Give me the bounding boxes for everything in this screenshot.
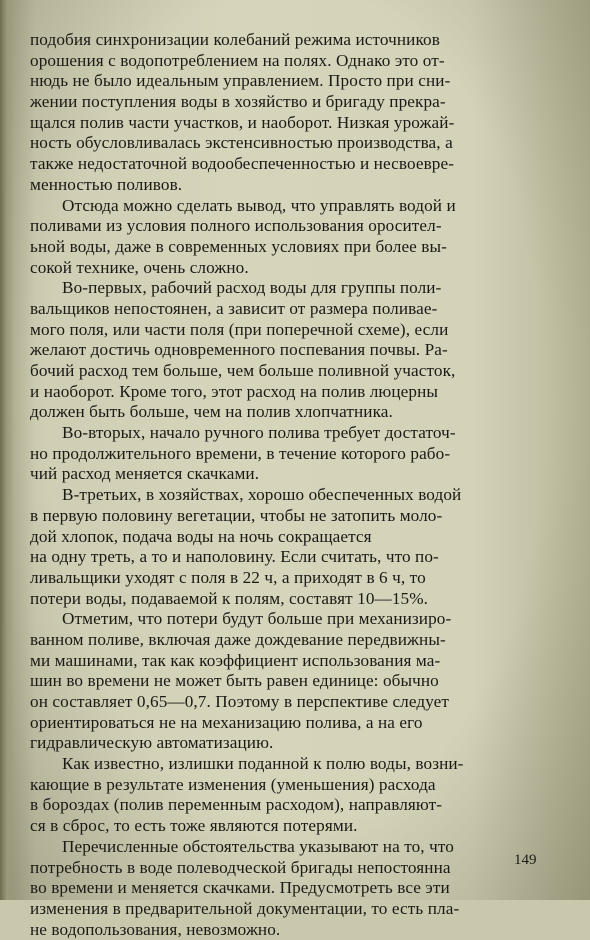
text-line: орошения с водопотреблением на полях. Однако это от-	[30, 50, 445, 70]
text-line: также недостаточной водообеспеченностью и несвоевре-	[30, 154, 455, 174]
text-line: на одну треть, а то и наполовину. Если считать, что по-	[30, 547, 439, 567]
text-line: Отметим, что потери будут больше при механизиро-	[62, 609, 452, 629]
text-line: вальщиков непостоянен, а зависит от размера поливае-	[30, 298, 438, 318]
text-line: чий расход меняется скачками.	[30, 464, 260, 484]
text-line: шин во времени не может быть равен единице: обычно	[30, 671, 439, 691]
text-line: Как известно, излишки поданной к полю воды, возни-	[62, 754, 464, 774]
text-line: мого поля, или части поля (при поперечной схеме), если	[30, 319, 449, 339]
text-line: и наоборот. Кроме того, этот расход на полив люцерны	[30, 381, 439, 401]
text-line: щался полив части участков, и наоборот. Низкая урожай-	[30, 112, 455, 132]
text-line: ливальщики уходят с поля в 22 ч, а приходят в 6 ч, то	[30, 567, 426, 587]
text-line: жении поступления воды в хозяйство и бригаду прекра-	[30, 92, 446, 112]
text-line: потери воды, подаваемой к полям, составят 10—15%.	[30, 588, 429, 608]
text-line: ность обусловливалась экстенсивностью производства, а	[30, 133, 453, 153]
text-line: Отсюда можно сделать вывод, что управлять водой и	[62, 195, 456, 215]
text-line: в бороздах (полив переменным расходом), направляют-	[30, 795, 443, 815]
text-line: не водопользования, невозможно.	[30, 919, 281, 939]
text-line: поливами из условия полного использования оросител-	[30, 216, 442, 236]
text-line: нюдь не было идеальным управлением. Просто при сни-	[30, 71, 451, 91]
text-line: дой хлопок, подача воды на ночь сокращается	[30, 526, 372, 546]
text-line: ьной воды, даже в современных условиях при более вы-	[30, 236, 447, 256]
text-line: желают достичь одновременного поспевания почвы. Ра-	[30, 340, 448, 360]
text-line: Во-вторых, начало ручного полива требует достаточ-	[62, 423, 456, 443]
page-binding-shadow	[0, 0, 14, 900]
text-line: во времени и меняется скачками. Предусмотреть все эти	[30, 878, 450, 898]
text-line: сокой технике, очень сложно.	[30, 257, 249, 277]
text-line: но продолжительного времени, в течение которого рабо-	[30, 443, 451, 463]
text-line: изменения в предварительной документации, то есть пла-	[30, 898, 460, 918]
text-line: Во-первых, рабочий расход воды для группы поли-	[62, 278, 442, 298]
text-line: кающие в результате изменения (уменьшения) расхода	[30, 774, 436, 794]
text-line: В-третьих, в хозяйствах, хорошо обеспеченных водой	[62, 485, 462, 505]
text-line: менностью поливов.	[30, 174, 183, 194]
text-line: в первую половину вегетации, чтобы не затопить моло-	[30, 505, 443, 525]
text-line: ми машинами, так как коэффициент использования ма-	[30, 650, 441, 670]
text-line: гидравлическую автоматизацию.	[30, 733, 274, 753]
page-number: 149	[514, 852, 537, 868]
text-line: бочий расход тем больше, чем больше поливной участок,	[30, 361, 456, 380]
text-line: ванном поливе, включая даже дождевание передвижны-	[30, 629, 446, 649]
text-line: ся в сброс, то есть тоже являются потерями.	[30, 816, 358, 836]
text-line: должен быть больше, чем на полив хлопчатника.	[30, 402, 393, 422]
body-text	[30, 30, 550, 940]
text-line: Перечисленные обстоятельства указывают на то, что	[62, 836, 454, 856]
text-line: он составляет 0,65—0,7. Поэтому в перспективе следует	[30, 692, 449, 711]
text-line: ориентироваться не на механизацию полива, а на его	[30, 712, 423, 732]
text-line: потребность в воде полеводческой бригады непостоянна	[30, 857, 451, 877]
text-line: подобия синхронизации колебаний режима источников	[30, 30, 440, 49]
